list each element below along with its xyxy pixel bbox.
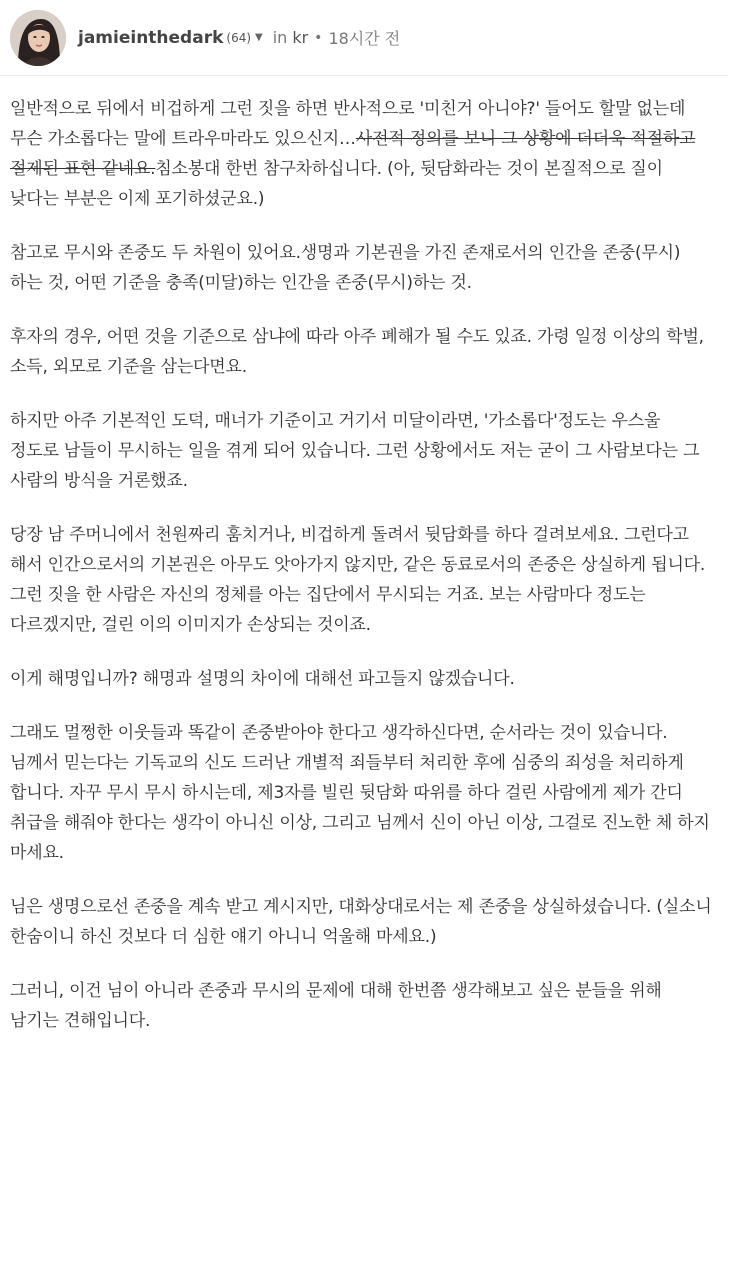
avatar-portrait-icon [10,10,66,66]
paragraph-8: 님은 생명으로선 존중을 계속 받고 계시지만, 대화상대로서는 제 존중을 상실하셨습니다. (실소니 한숨이니 하신 것보다 더 심한 얘기 아니니 억울해 마세요.) [10,897,712,947]
author-reputation: (64) [226,30,252,45]
avatar[interactable] [10,10,66,66]
strikethrough-text: 사전적 정의를 보니 그 상황에 더더욱 적절하고 절제된 표현 같네요. [10,129,696,179]
author-line [78,26,400,49]
paragraph-3: 후자의 경우, 어떤 것을 기준으로 삼냐에 따라 아주 폐해가 될 수도 있죠. 가령 일정 이상의 학벌, 소득, 외모로 기준을 삼는다면요. [10,327,704,377]
chevron-down-icon[interactable]: ▼ [255,32,263,43]
paragraph-1-text-after: 침소봉대 한번 참구차하십니다. (아, 뒷담화라는 것이 본질적으로 질이 낮다는 부분은 이제 포기하셨군요.) [10,159,663,209]
paragraph-2: 참고로 무시와 존중도 두 차원이 있어요.생명과 기본권을 가진 존재로서의 인간을 존중(무시)하는 것, 어떤 기준을 충족(미달)하는 인간을 존중(무시)하는 것. [10,243,681,293]
author-username[interactable]: jamieinthedark [78,27,224,48]
paragraph-7: 그래도 멀쩡한 이웃들과 똑같이 존중받아야 한다고 생각하신다면, 순서라는 것이 있습니다. 님께서 믿는다는 기독교의 신도 드러난 개별적 죄들부터 처리한 후에 심중의 죄성을 처리하게 합니다. 자꾸 무시 무시 하시는데, 제3자를 빌린 뒷담화 따위를 하다 걸린 사람에게 제가 간디 취급을 해줘야 한다는 생각이 아니신 이상, 그리고 님께서 신이 아닌 이상, 그걸로 진노한 체 하지 마세요. [10,723,710,863]
in-label: in [272,28,288,47]
post-body [0,76,722,1036]
separator-dot: • [314,29,323,46]
paragraph-1-text: 일반적으로 뒤에서 비겁하게 그런 짓을 하면 반사적으로 '미친거 아니야?' 들어도 할말 없는데 무슨 가소롭다는 말에 트라우마라도 있으신지… [10,99,686,149]
post-timestamp[interactable]: 18시간 전 [328,29,401,48]
category-link[interactable]: kr [292,28,309,47]
paragraph-5: 당장 남 주머니에서 천원짜리 훔치거나, 비겁하게 돌려서 뒷담화를 하다 걸려보세요. 그런다고 해서 인간으로서의 기본권은 아무도 앗아가지 않지만, 같은 동료로서의 존중은 상실하게 됩니다. 그런 짓을 한 사람은 자신의 정체를 아는 집단에서 무시되는 거죠. 보는 사람마다 정도는 다르겠지만, 걸린 이의 이미지가 손상되는 것이죠. [10,525,706,635]
paragraph-4: 하지만 아주 기본적인 도덕, 매너가 기준이고 거기서 미달이라면, '가소롭다'정도는 우스울 정도로 남들이 무시하는 일을 겪게 되어 있습니다. 그런 상황에서도 저는 굳이 그 사람보다는 그 사람의 방식을 거론했죠. [10,411,700,491]
paragraph-9: 그러니, 이건 님이 아니라 존중과 무시의 문제에 대해 한번쯤 생각해보고 싶은 분들을 위해 남기는 견해입니다. [10,981,662,1031]
post-header [0,0,728,76]
paragraph-1 [10,94,712,214]
paragraph-6: 이게 해명입니까? 해명과 설명의 차이에 대해선 파고들지 않겠습니다. [10,669,515,689]
